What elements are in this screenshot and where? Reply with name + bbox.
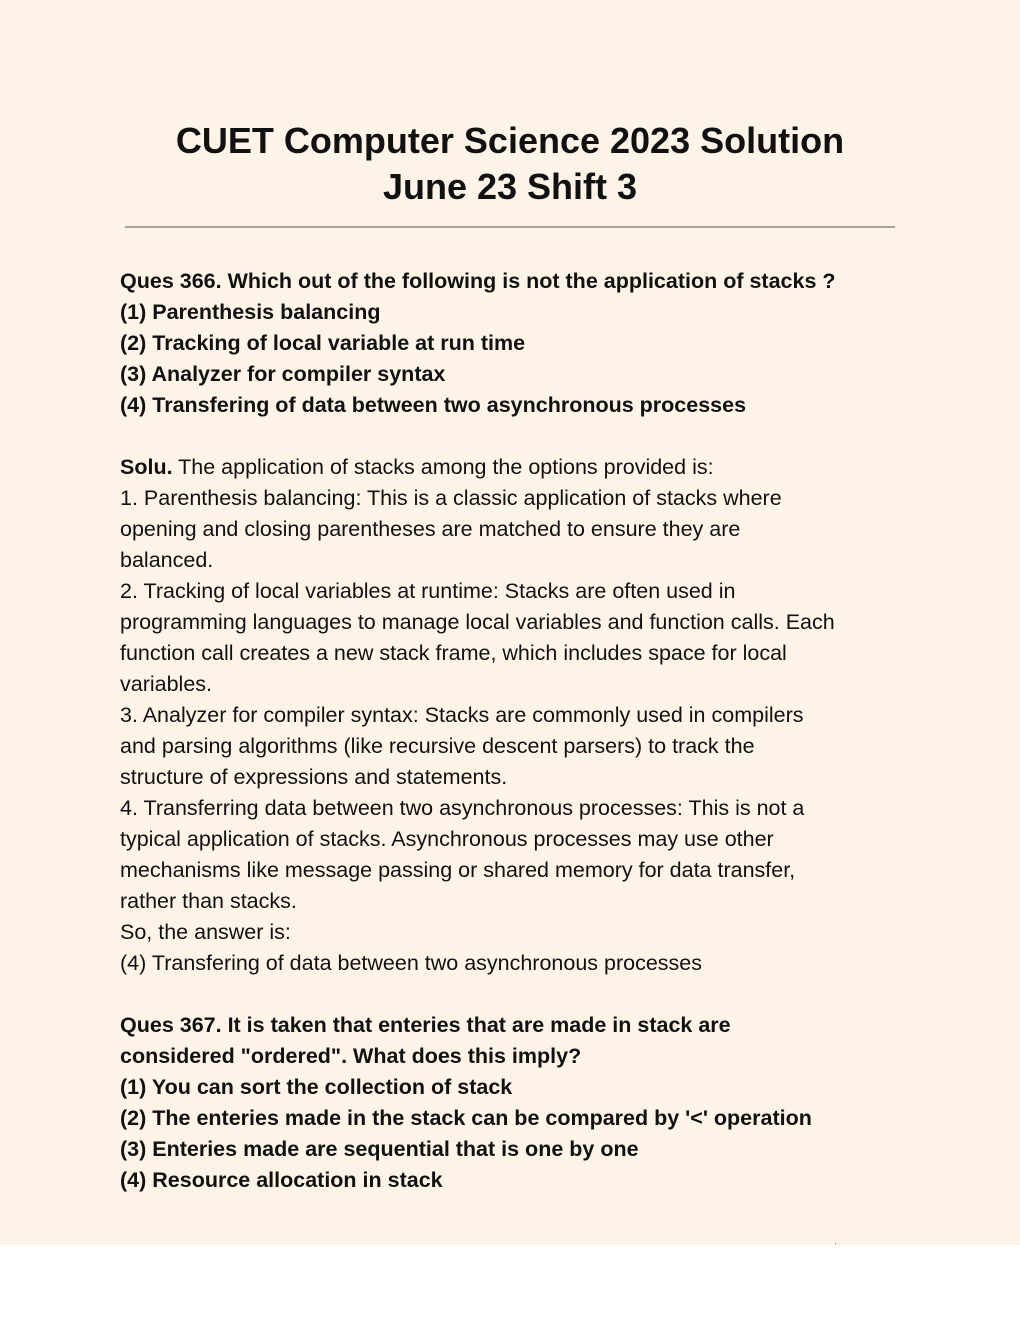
question-366-text: Ques 366. Which out of the following is not the application of stacks ? xyxy=(120,269,836,293)
question-366-option-1: (1) Parenthesis balancing xyxy=(120,300,381,324)
spacer xyxy=(120,979,910,1010)
solution-line: opening and closing parentheses are matched to ensure they are xyxy=(120,517,741,541)
question-367-option-1: (1) You can sort the collection of stack xyxy=(120,1075,513,1099)
question-367-text-line-1: Ques 367. It is taken that enteries that are made in stack are xyxy=(120,1013,731,1037)
solution-answer: (4) Transfering of data between two asynchronous processes xyxy=(120,951,703,975)
solution-line: 1. Parenthesis balancing: This is a classic application of stacks where xyxy=(120,486,782,510)
solution-line: typical application of stacks. Asynchronous processes may use other xyxy=(120,827,774,851)
solution-line: balanced. xyxy=(120,548,214,572)
solution-line: function call creates a new stack frame, which includes space for local xyxy=(120,641,787,665)
solution-line: rather than stacks. xyxy=(120,889,297,913)
question-366-option-3: (3) Analyzer for compiler syntax xyxy=(120,362,446,386)
question-367-option-4: (4) Resource allocation in stack xyxy=(120,1168,443,1192)
solution-line: variables. xyxy=(120,672,213,696)
document-body xyxy=(120,266,910,1196)
solution-line: 4. Transferring data between two asynchronous processes: This is not a xyxy=(120,796,805,820)
solution-line: programming languages to manage local variables and function calls. Each xyxy=(120,610,835,634)
solution-line: mechanisms like message passing or shared memory for data transfer, xyxy=(120,858,796,882)
page-title xyxy=(0,118,1020,210)
question-366-option-2: (2) Tracking of local variable at run time xyxy=(120,331,526,355)
question-366 xyxy=(120,266,910,421)
question-367-option-2: (2) The enteries made in the stack can be compared by '<' operation xyxy=(120,1106,812,1130)
question-367-text-line-2: considered "ordered". What does this imply? xyxy=(120,1044,582,1068)
speck xyxy=(835,1243,836,1244)
solution-line: 2. Tracking of local variables at runtime: Stacks are often used in xyxy=(120,579,736,603)
solution-line: structure of expressions and statements. xyxy=(120,765,508,789)
solution-line: and parsing algorithms (like recursive descent parsers) to track the xyxy=(120,734,755,758)
solution-intro-text: The application of stacks among the options provided is: xyxy=(172,455,714,479)
title-divider xyxy=(125,226,895,228)
title-line-1: CUET Computer Science 2023 Solution xyxy=(175,120,845,161)
title-line-2: June 23 Shift 3 xyxy=(382,166,638,207)
question-367 xyxy=(120,1010,910,1196)
question-367-option-3: (3) Enteries made are sequential that is one by one xyxy=(120,1137,639,1161)
solution-366 xyxy=(120,452,910,979)
spacer xyxy=(120,421,910,452)
solution-label: Solu. xyxy=(120,455,173,479)
question-366-option-4: (4) Transfering of data between two asynchronous processes xyxy=(120,393,747,417)
solution-line: 3. Analyzer for compiler syntax: Stacks are commonly used in compilers xyxy=(120,703,804,727)
solution-intro xyxy=(120,452,910,483)
solution-line: So, the answer is: xyxy=(120,920,291,944)
